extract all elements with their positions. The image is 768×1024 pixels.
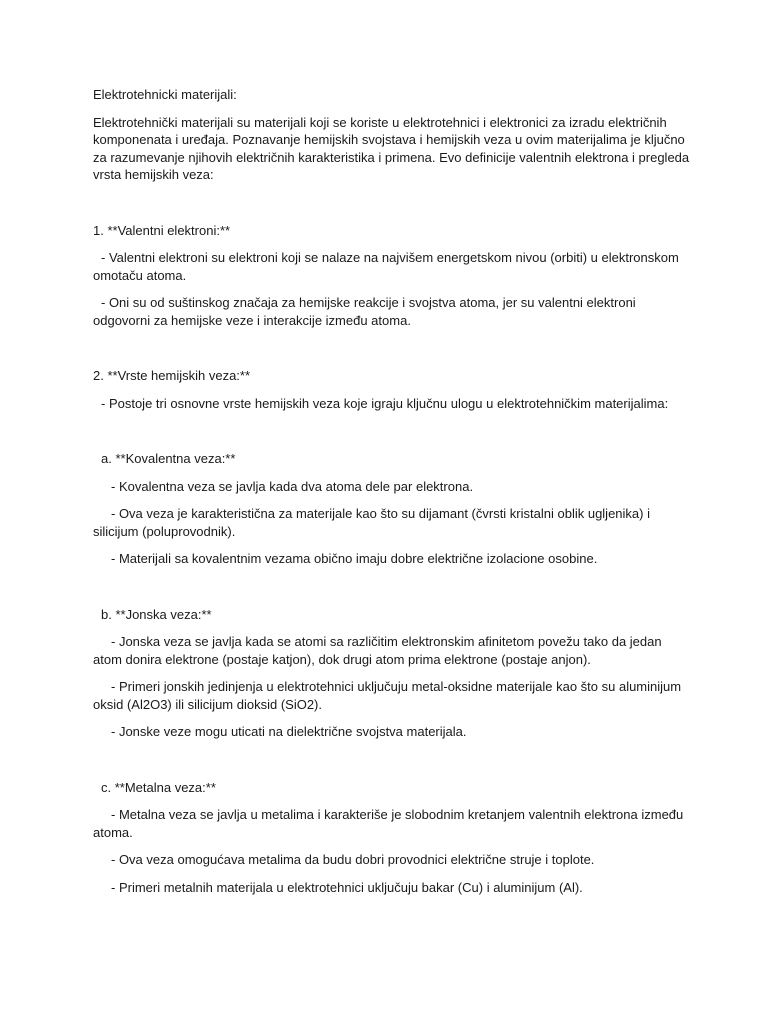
section-2-intro: - Postoje tri osnovne vrste hemijskih veza koje igraju ključnu ulogu u elektrotehničkim materijalima: (101, 395, 669, 411)
subsection-a-item: - Ova veza je karakteristična za materijale kao što su dijamant (čvrsti kristalni oblik ugljenika) i silicijum (poluprovodnik). (93, 506, 650, 539)
subsection-c-heading: c. **Metalna veza:** (101, 779, 216, 795)
subsection-b-item: - Primeri jonskih jedinjenja u elektrotehnici uključuju metal-oksidne materijale kao što su aluminijum oksid (Al2O3) ili silicijum dioksid (SiO2). (93, 679, 682, 712)
section-2-heading: 2. **Vrste hemijskih veza:** (93, 368, 251, 383)
spacer (93, 578, 693, 606)
spacer (93, 751, 693, 779)
subsection-b-item: - Jonske veze mogu uticati na dielektrične svojstva materijala. (111, 724, 467, 739)
section-1-item: - Oni su od suštinskog značaja za hemijske reakcije i svojstva atoma, jer su valentni elektroni odgovorni za hemijske veze i interakcije između atoma. (93, 295, 636, 328)
document-title: Elektrotehnicki materijali: (93, 87, 237, 102)
spacer (93, 422, 693, 450)
spacer (93, 339, 693, 367)
intro-paragraph: Elektrotehnički materijali su materijali koji se koriste u elektrotehnici i elektronici za izradu električnih komponenata i uređaja. Poznavanje hemijskih svojstava i hemijskih veza u ovim materijalima je ključno za razumevanje njihovih električnih karakteristika i primena. Evo definicije valentnih elektrona i pregleda vrsta hemijskih veza: (93, 114, 690, 182)
document-body (93, 86, 693, 906)
spacer (93, 194, 693, 222)
subsection-b-heading: b. **Jonska veza:** (101, 606, 212, 622)
subsection-c-item: - Primeri metalnih materijala u elektrotehnici uključuju bakar (Cu) i aluminijum (Al). (111, 879, 583, 895)
section-1-item: - Valentni elektroni su elektroni koji se nalaze na najvišem energetskom nivou (orbiti) u elektronskom omotaču atoma. (93, 250, 679, 283)
subsection-c-item: - Metalna veza se javlja u metalima i karakteriše je slobodnim kretanjem valentnih elektrona između atoma. (93, 807, 684, 840)
section-1-heading: 1. **Valentni elektroni:** (93, 222, 231, 238)
subsection-a-item: - Kovalentna veza se javlja kada dva atoma dele par elektrona. (111, 478, 474, 494)
subsection-a-item: - Materijali sa kovalentnim vezama obično imaju dobre električne izolacione osobine. (111, 551, 598, 566)
subsection-a-heading: a. **Kovalentna veza:** (101, 451, 236, 466)
subsection-b-item: - Jonska veza se javlja kada se atomi sa različitim elektronskim afinitetom povežu tako da jedan atom donira elektrone (postaje katjon), dok drugi atom prima elektrone (postaje anjon). (93, 634, 662, 667)
subsection-c-item: - Ova veza omogućava metalima da budu dobri provodnici električne struje i toplote. (111, 852, 595, 867)
